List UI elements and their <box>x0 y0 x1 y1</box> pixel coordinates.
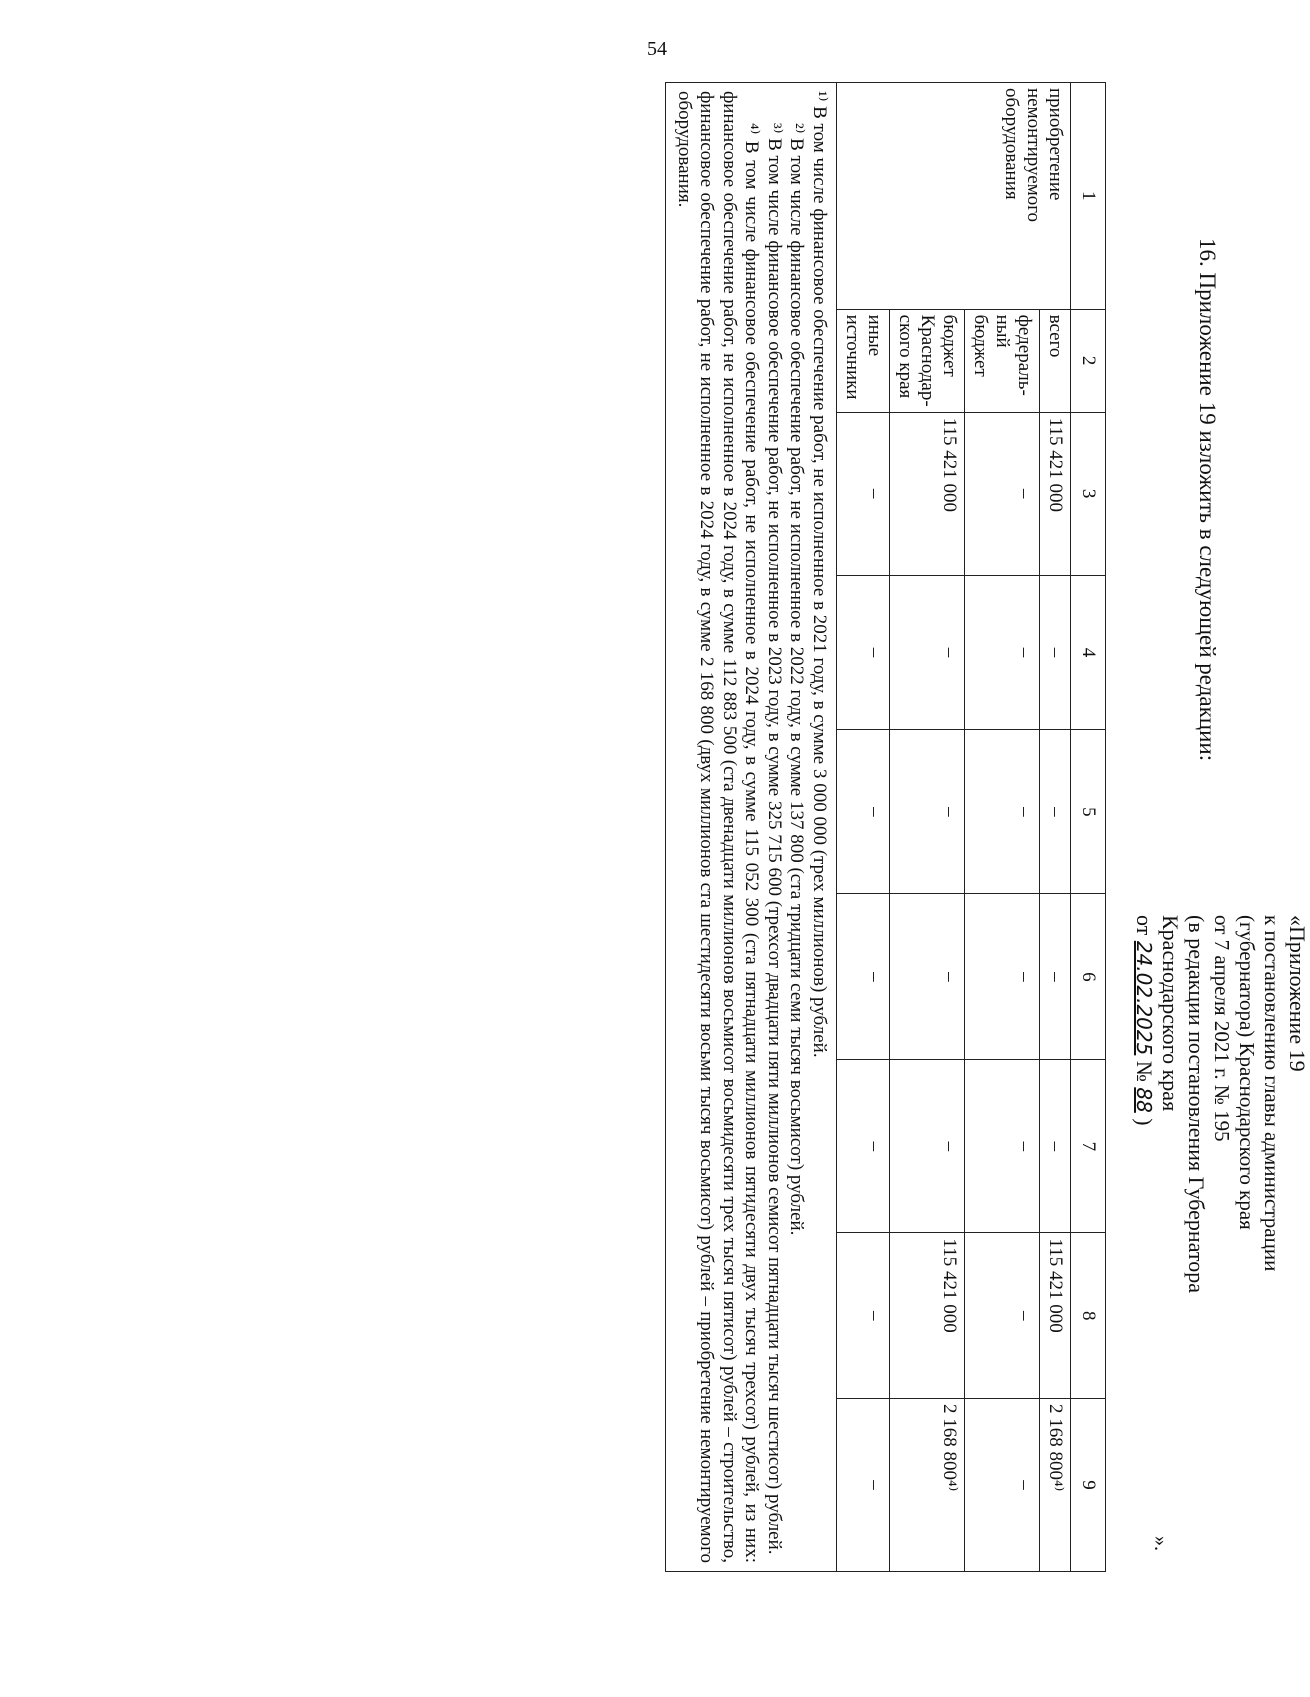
source-cell: всего <box>1040 309 1071 412</box>
appendix-line: к постановлению главы администрации <box>1260 915 1284 1272</box>
source-cell: бюджет Краснодар-ского края <box>890 309 965 412</box>
header-cell: 6 <box>1071 894 1106 1060</box>
value-cell: – <box>965 1060 1040 1233</box>
closing-paren: ) <box>1132 1118 1157 1126</box>
rotated-landscape-content <box>50 70 1310 1590</box>
footnote-4: ⁴⁾ В том числе финансовое обеспечение работ, не исполненное в 2024 году, в сумме 115 052 300 (ста пятнадцати миллионов пятидесяти двух тысяч трехсот) рублей, из них: финансовое обеспечение работ, не исполненное в 2024 году, в сумме 112 883 500 (ста двенадцати миллионов восьмисот восьмидесяти трех тысяч пятисот) рублей – строительство, финансовое обеспечение работ, не исполненное в 2024 году, в сумме 2 168 800 (двух миллионов ста шестидесяти восьми тысяч восьмисот) рублей – приобретение немонтируемого оборудования. <box>674 91 763 1563</box>
value-cell: – <box>965 730 1040 894</box>
value-cell: – <box>965 1233 1040 1399</box>
value-cell: 115 421 000 <box>1040 1233 1071 1399</box>
header-cell: 3 <box>1071 412 1106 575</box>
appendix-line: (в редакции постановления Губернатора <box>1184 915 1209 1293</box>
financing-table <box>666 82 1107 1572</box>
appendix-line: Краснодарского края <box>1158 915 1183 1112</box>
header-cell: 2 <box>1071 309 1106 412</box>
footnotes-cell <box>666 83 837 1572</box>
paragraph-16: 16. Приложение 19 изложить в следующей редакции: <box>1195 238 1220 762</box>
page-number: 54 <box>647 38 667 60</box>
handwritten-date: 24.02.2025 <box>1132 940 1156 1056</box>
value-cell: – <box>837 1399 890 1572</box>
value-cell: – <box>1040 730 1071 894</box>
date-prefix: от <box>1132 915 1157 936</box>
value-cell: – <box>837 730 890 894</box>
value-cell: – <box>965 1399 1040 1572</box>
table-header-row <box>1071 83 1106 1572</box>
value-cell: – <box>1040 575 1071 730</box>
value-cell: 115 421 000 <box>890 412 965 575</box>
value-cell: – <box>965 412 1040 575</box>
appendix-title: «Приложение 19 <box>1285 915 1310 1072</box>
closing-quote: ». <box>1150 1536 1172 1551</box>
value-cell: – <box>890 575 965 730</box>
value-cell: – <box>1040 894 1071 1060</box>
header-cell: 5 <box>1071 730 1106 894</box>
header-cell: 9 <box>1071 1399 1106 1572</box>
number-prefix: № <box>1132 1060 1157 1082</box>
value-cell: – <box>837 1060 890 1233</box>
value-cell: 2 168 800⁴⁾ <box>890 1399 965 1572</box>
footnote-3: ³⁾ В том числе финансовое обеспечение работ, не исполненное в 2023 году, в сумме 325 715 600 (трехсот двадцати пяти миллионов семисот пятнадцати тысяч шестисот) рублей. <box>764 123 785 1555</box>
footnote-2: ²⁾ В том числе финансовое обеспечение работ, не исполненное в 2022 году, в сумме 137 800 (ста тридцати семи тысяч восьмисот) рублей. <box>786 123 808 1236</box>
value-cell: 115 421 000 <box>1040 412 1071 575</box>
header-cell: 1 <box>1071 83 1106 310</box>
table-row <box>1040 83 1071 1572</box>
value-cell: – <box>837 1233 890 1399</box>
appendix-header <box>1131 915 1310 1435</box>
row-title-cell: приобретение немонтируемого оборудования <box>837 83 1071 310</box>
value-cell: – <box>890 1060 965 1233</box>
header-cell: 4 <box>1071 575 1106 730</box>
appendix-line: от 7 апреля 2021 г. № 195 <box>1210 915 1234 1142</box>
value-cell: – <box>890 894 965 1060</box>
value-cell: – <box>837 894 890 1060</box>
appendix-date-line <box>1131 915 1157 1435</box>
value-cell: – <box>965 575 1040 730</box>
handwritten-number: 88 <box>1132 1087 1156 1113</box>
footnote-1: ¹⁾ В том числе финансовое обеспечение работ, не исполненное в 2021 году, в сумме 3 000 000 (трех миллионов) рублей. <box>809 91 830 1058</box>
source-cell: федераль-ный бюджет <box>965 309 1040 412</box>
source-cell: иные источники <box>837 309 890 412</box>
footnotes-row <box>666 83 837 1572</box>
value-cell: – <box>837 412 890 575</box>
value-cell: – <box>837 575 890 730</box>
appendix-line: (губернатора) Краснодарского края <box>1235 915 1259 1230</box>
value-cell: – <box>965 894 1040 1060</box>
header-cell: 8 <box>1071 1233 1106 1399</box>
value-cell: – <box>1040 1060 1071 1233</box>
value-cell: – <box>890 730 965 894</box>
header-cell: 7 <box>1071 1060 1106 1233</box>
value-cell: 115 421 000 <box>890 1233 965 1399</box>
value-cell: 2 168 800⁴⁾ <box>1040 1399 1071 1572</box>
